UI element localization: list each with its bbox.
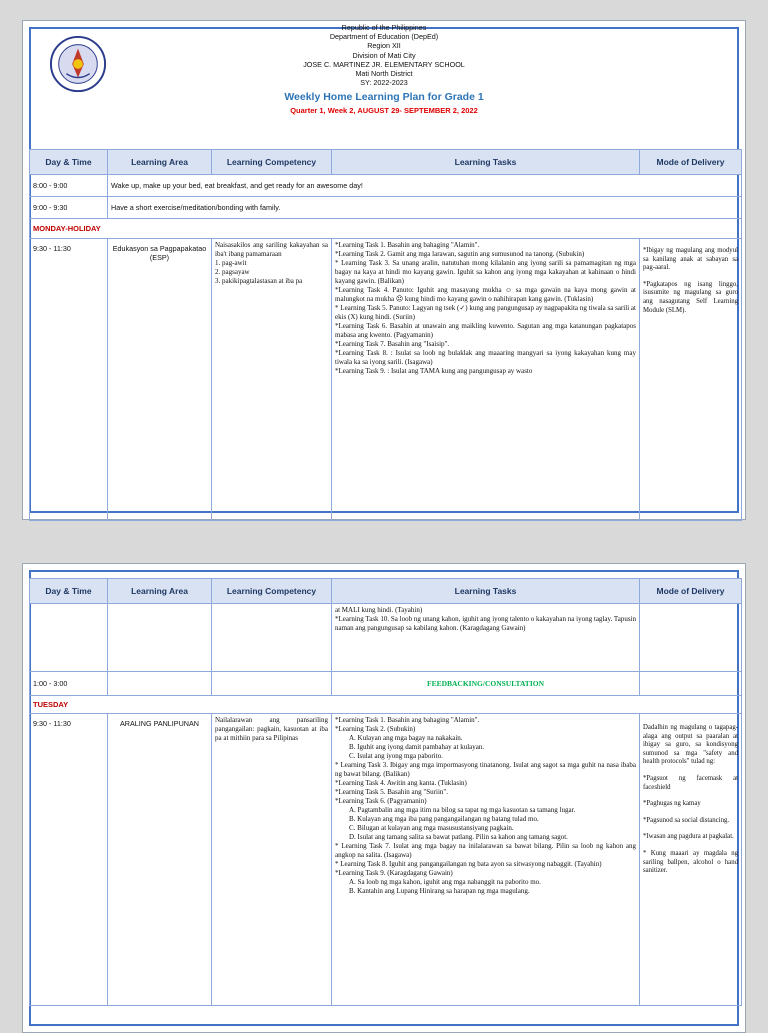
task-item: * Learning Task 3. Sa unang aralin, natutuhan mong kilalanin ang iyong sarili sa pamamagitan ng mga bagay na kaya at hindi mo kayang gawin. Iguhit sa kahon ang iyong mga kakayahan at kahinaan o hindi kayang gawin. (Balikan)	[335, 259, 636, 285]
time-cell: 1:00 - 3:00	[30, 672, 108, 696]
task-subitem: B. Iguhit ang iyong damit pambahay at kulayan.	[349, 743, 485, 751]
task-item: *Learning Task 9. (Karagdagang Gawain)	[335, 869, 453, 877]
task-item: *Learning Task 2. Gamit ang mga larawan, sagutin ang sumusunod na tanong. (Subukin)	[335, 250, 585, 258]
col-header: Learning Competency	[212, 579, 332, 604]
empty-cell	[212, 672, 332, 696]
task-item: *Learning Task 4. Awitin ang kanta. (Tuklasin)	[335, 779, 467, 787]
day-label: TUESDAY	[30, 696, 742, 714]
task-item: *Learning Task 9. : Isulat ang TAMA kung ang pangungusap ay wasto	[335, 367, 533, 375]
time-cell: 9:30 - 11:30	[30, 239, 108, 521]
task-subitem: C. Bilugan at kulayan ang mga masusustansiyang pagkain.	[349, 824, 514, 832]
time-cell: 8:00 - 9:00	[30, 175, 108, 197]
time-cell: 9:30 - 11:30	[30, 714, 108, 1006]
competency-item: 2. pagsayaw	[215, 268, 250, 276]
learning-area: ARALING PANLIPUNAN	[108, 714, 212, 1006]
mode-item: *Pagkatapos ng isang linggo, isusumite ng magulang sa guro ang nasagutang Self Learning Module (SLM).	[643, 280, 738, 314]
mode-item: *Iwasan ang pagdura at pagkalat.	[643, 833, 734, 841]
school-name: JOSE C. MARTINEZ JR. ELEMENTARY SCHOOL	[303, 59, 465, 69]
competency-item: 1. pag-awit	[215, 259, 247, 267]
learning-tasks	[332, 714, 640, 1006]
header-line: Region XII	[367, 41, 401, 51]
empty-cell	[640, 672, 742, 696]
task-item: *Learning Task 10. Sa loob ng unang kahon, iguhit ang iyong talento o kakayahan na iyong taglay. Tapusin naman ang pangungusap sa kabilang kahon. (Karagdagang Gawain)	[335, 615, 636, 632]
table-row	[30, 197, 742, 219]
learning-area: Edukasyon sa Pagpapakatao (ESP)	[108, 239, 212, 521]
learning-competency: Nailalarawan ang pansariling pangangailan: pagkain, kasuotan at iba pa at mithiin para sa Pilipinas	[212, 714, 332, 1006]
letterhead	[23, 23, 745, 115]
header-line: Division of Mati City	[352, 50, 416, 60]
col-header: Day & Time	[30, 579, 108, 604]
task-item: *Learning Task 6. Basahin at unawain ang maikling kuwento. Sagutan ang mga katanungan pagkatapos mabasa ang kwento. (Pagyamanin)	[335, 322, 636, 339]
mode-item: *Pagsuot ng facemask at faceshield	[643, 774, 738, 791]
table-header-row	[30, 579, 742, 604]
competency-item: 3. pakikipagtalastasan at iba pa	[215, 277, 303, 285]
col-header: Learning Tasks	[332, 150, 640, 175]
learning-tasks	[332, 604, 640, 672]
task-item: *Learning Task 2. (Subukin)	[335, 725, 416, 733]
activity-cell: Have a short exercise/meditation/bonding with family.	[108, 197, 742, 219]
learning-competency	[212, 604, 332, 672]
task-item: at MALI kung hindi. (Tayahin)	[335, 606, 423, 614]
task-item: *Learning Task 4. Panuto: Iguhit ang masayang mukha ☺ sa mga gawain na kaya mong gawin at malungkot na mukha ☹ kung hindi mo kayang gawin o nahihirapan kang gawin. (Tuklasin)	[335, 286, 636, 303]
table-row	[30, 175, 742, 197]
day-label: MONDAY-HOLIDAY	[30, 219, 742, 239]
feedback-label: FEEDBACKING/CONSULTATION	[332, 672, 640, 696]
col-header: Learning Tasks	[332, 579, 640, 604]
task-item: *Learning Task 6. (Pagyamanin)	[335, 797, 427, 805]
document-page-2	[22, 563, 746, 1033]
learning-plan-table	[29, 149, 742, 521]
table-header-row	[30, 150, 742, 175]
task-item: *Learning Task 1. Basahin ang bahaging "Alamin".	[335, 716, 480, 724]
task-item: *Learning Task 5. Basahin ang "Suriin".	[335, 788, 448, 796]
learning-area	[108, 604, 212, 672]
task-subitem: A. Pagtambalin ang mga itim na bilog sa tapat ng mga kasuotan sa tamang lugar.	[349, 806, 576, 814]
time-cell: 9:00 - 9:30	[30, 197, 108, 219]
mode-item: *Ibigay ng magulang ang modyul sa kanilang anak at sabayan sa pag-aaral.	[643, 247, 738, 272]
learning-tasks	[332, 239, 640, 521]
table-row	[30, 672, 742, 696]
table-row	[30, 239, 742, 521]
col-header: Day & Time	[30, 150, 108, 175]
mode-of-delivery	[640, 239, 742, 521]
document-subtitle: Quarter 1, Week 2, AUGUST 29- SEPTEMBER 2, 2022	[290, 106, 478, 116]
empty-cell	[108, 672, 212, 696]
day-row	[30, 219, 742, 239]
task-subitem: A. Kulayan ang mga bagay na nakakain.	[349, 734, 463, 742]
learning-competency	[212, 239, 332, 521]
school-year: SY: 2022-2023	[360, 78, 408, 88]
header-line: Republic of the Philippines	[341, 23, 427, 32]
task-subitem: B. Kantahin ang Lupang Hinirang sa harapan ng mga magulang.	[349, 887, 530, 895]
mode-item: *Paghugas ng kamay	[643, 800, 701, 808]
col-header: Mode of Delivery	[640, 150, 742, 175]
task-subitem: D. Isulat ang tamang salita sa bawat patlang. Pilin sa kahon ang tamang sagot.	[349, 833, 568, 841]
task-subitem: A. Sa loob ng mga kahon, iguhit ang mga nabanggit na paborito mo.	[349, 878, 541, 886]
task-subitem: B. Kulayan ang mga iba pang pangangailangan ng batang tulad mo.	[349, 815, 539, 823]
header-line: Department of Education (DepEd)	[329, 32, 439, 42]
learning-plan-table-continued	[29, 578, 742, 1006]
task-item: * Learning Task 5. Panuto: Lagyan ng tsek (✓) kung ang pangungusap ay nagpapakita ng tiwala sa sarili at ekis (X) kung hindi. (Suriin)	[335, 304, 636, 321]
task-item: * Learning Task 7. Isulat ang mga bagay na inilalarawan sa bawat bilang. Pilin sa loob ng kahon ang angkop na salita. (Isagawa)	[335, 842, 636, 859]
document-title: Weekly Home Learning Plan for Grade 1	[284, 91, 484, 104]
activity-cell: Wake up, make up your bed, eat breakfast, and get ready for an awesome day!	[108, 175, 742, 197]
table-row	[30, 714, 742, 1006]
document-page-1	[22, 20, 746, 520]
competency-text: Naisasakilos ang sariling kakayahan sa iba't ibang pamamaraan	[215, 241, 328, 258]
header-line: Mati North District	[355, 69, 413, 79]
col-header: Learning Area	[108, 150, 212, 175]
task-item: * Learning Task 8. Iguhit ang pangangailangan ng bata ayon sa sitwasyong nabaggit. (Tayahin)	[335, 860, 602, 868]
mode-of-delivery	[640, 604, 742, 672]
col-header: Learning Competency	[212, 150, 332, 175]
table-row	[30, 604, 742, 672]
col-header: Learning Area	[108, 579, 212, 604]
mode-item: * Kung maaari ay magdala ng sariling ballpen, alcohol o hand sanitizer.	[643, 849, 738, 875]
task-subitem: C. Isulat ang iyong mga paborito.	[349, 752, 443, 760]
day-row	[30, 696, 742, 714]
mode-item: *Pagsunod sa social distancing.	[643, 816, 730, 824]
task-item: *Learning Task 7. Basahin ang "Isaisip".	[335, 340, 450, 348]
mode-of-delivery	[640, 714, 742, 1006]
mode-item: Dadalhin ng magulang o tagapag-alaga ang output sa paaralan at ibigay sa guro, sa kondisyong sumunod sa mga "safety and health protocols" tulad ng:	[643, 724, 738, 766]
col-header: Mode of Delivery	[640, 579, 742, 604]
task-item: *Learning Task 8. : Isulat sa loob ng bulaklak ang maaaring mangyari sa iyong kakayahan kung may tiwala ka sa iyong sarili. (Isagawa)	[335, 349, 636, 366]
task-item: *Learning Task 1. Basahin ang bahaging "Alamin".	[335, 241, 480, 249]
task-item: * Learning Task 3. Ibigay ang mga impormasyong tinatanong. Isulat ang sagot sa mga guhit na nasa ibaba ng bawat bilang. (Balikan)	[335, 761, 636, 778]
time-cell	[30, 604, 108, 672]
